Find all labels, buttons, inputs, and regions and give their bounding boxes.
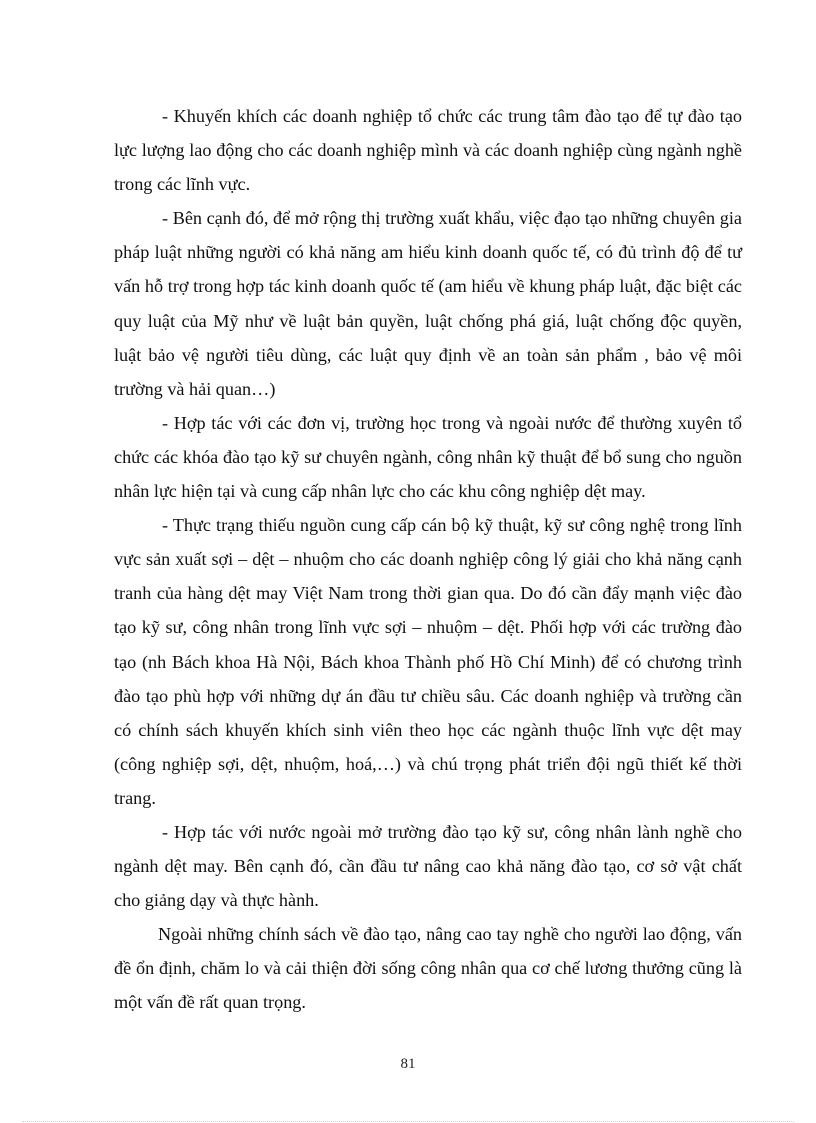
paragraph-legal-experts: - Bên cạnh đó, để mở rộng thị trường xuất khẩu, việc đạo tạo những chuyên gia pháp luật những người có khả năng am hiểu kinh doanh quốc tế, có đủ trình độ để tư vấn hỗ trợ trong hợp tác kinh doanh quốc tế (am hiểu về khung pháp luật, đặc biệt các quy luật của Mỹ như về luật bản quyền, luật chống phá giá, luật chống độc quyền, luật bảo vệ người tiêu dùng, các luật quy định về an toàn sản phẩm , bảo vệ môi trường và hải quan…) xyxy=(114,208,742,399)
page-bottom-divider xyxy=(22,1121,794,1122)
paragraph-technical-shortage: - Thực trạng thiếu nguồn cung cấp cán bộ kỹ thuật, kỹ sư công nghệ trong lĩnh vực sản xuất sợi – dệt – nhuộm cho các doanh nghiệp công lý giải cho khả năng cạnh tranh của hàng dệt may Việt Nam trong thời gian qua. Do đó cần đẩy mạnh việc đào tạo kỹ sư, công nhân trong lĩnh vực sợi – nhuộm – dệt. Phối hợp với các trường đào tạo (nh Bách khoa Hà Nội, Bách khoa Thành phố Hồ Chí Minh) để có chương trình đào tạo phù hợp với những dự án đầu tư chiều sâu. Các doanh nghiệp và trường cần có chính sách khuyến khích sinh viên theo học các ngành thuộc lĩnh vực dệt may (công nghiệp sợi, dệt, nhuộm, hoá,…) và chú trọng phát triển đội ngũ thiết kế thời trang. xyxy=(114,515,742,808)
paragraph-worker-welfare: Ngoài những chính sách về đào tạo, nâng cao tay nghề cho người lao động, vấn đề ổn định, chăm lo và cải thiện đời sống công nhân qua cơ chế lương thưởng cũng là một vấn đề rất quan trọng. xyxy=(114,924,742,1013)
paragraph-cooperation-schools: - Hợp tác với các đơn vị, trường học trong và ngoài nước để thường xuyên tổ chức các khóa đào tạo kỹ sư chuyên ngành, công nhân kỹ thuật để bổ sung cho nguồn nhân lực hiện tại và cung cấp nhân lực cho các khu công nghiệp dệt may. xyxy=(114,412,742,502)
paragraph-training-centers: - Khuyến khích các doanh nghiệp tổ chức các trung tâm đào tạo để tự đào tạo lực lượng lao động cho các doanh nghiệp mình và các doanh nghiệp cùng ngành nghề trong các lĩnh vực. xyxy=(114,106,742,195)
body-text xyxy=(114,99,742,1020)
paragraph-foreign-cooperation: - Hợp tác với nước ngoài mở trường đào tạo kỹ sư, công nhân lành nghề cho ngành dệt may. Bên cạnh đó, cần đầu tư nâng cao khả năng đào tạo, cơ sở vật chất cho giảng dạy và thực hành. xyxy=(114,821,742,911)
page-number: 81 xyxy=(400,1056,416,1072)
